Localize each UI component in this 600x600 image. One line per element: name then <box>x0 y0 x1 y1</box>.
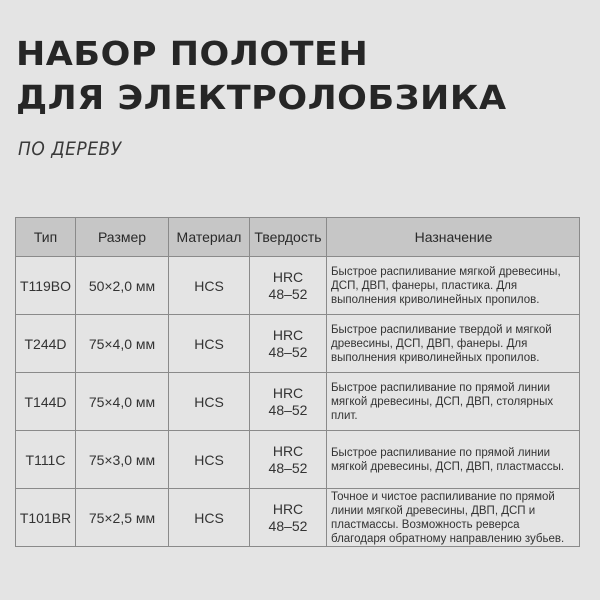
cell-size: 75×4,0 мм <box>76 373 169 431</box>
table-row <box>16 257 580 315</box>
cell-hardness <box>250 257 327 315</box>
hardness-scale: HRC <box>272 442 304 459</box>
cell-material: HCS <box>169 373 250 431</box>
hardness-range: 48–52 <box>268 459 308 476</box>
header-type: Тип <box>16 218 76 257</box>
hardness-scale: HRC <box>272 500 304 517</box>
document-subtitle: ПО ДЕРЕВУ <box>18 138 122 160</box>
cell-type: T244D <box>16 315 76 373</box>
header-purpose: Назначение <box>327 218 580 257</box>
cell-hardness <box>250 315 327 373</box>
hardness-scale: HRC <box>272 268 304 285</box>
hardness-scale: HRC <box>272 384 304 401</box>
header-size: Размер <box>76 218 169 257</box>
cell-material: HCS <box>169 431 250 489</box>
cell-type: T101BR <box>16 489 76 547</box>
cell-purpose: Быстрое распиливание мягкой древесины, ДСП, ДВП, фанеры, пластика. Для выполнения криволинейных пропилов. <box>327 257 580 315</box>
cell-material: HCS <box>169 489 250 547</box>
table-row <box>16 373 580 431</box>
cell-purpose: Быстрое распиливание твердой и мягкой древесины, ДСП, ДВП, фанеры. Для выполнения криволинейных пропилов. <box>327 315 580 373</box>
cell-purpose: Быстрое распиливание по прямой линии мягкой древесины, ДСП, ДВП, столярных плит. <box>327 373 580 431</box>
hardness-range: 48–52 <box>268 401 308 418</box>
cell-type: T111C <box>16 431 76 489</box>
cell-material: HCS <box>169 315 250 373</box>
cell-purpose: Быстрое распиливание по прямой линии мягкой древесины, ДСП, ДВП, пластмассы. <box>327 431 580 489</box>
document-title <box>16 32 507 120</box>
table-row <box>16 489 580 547</box>
table-row <box>16 431 580 489</box>
cell-size: 75×2,5 мм <box>76 489 169 547</box>
cell-hardness <box>250 489 327 547</box>
title-line-1: НАБОР ПОЛОТЕН <box>16 34 369 73</box>
cell-hardness <box>250 431 327 489</box>
table-header-row <box>16 218 580 257</box>
cell-material: HCS <box>169 257 250 315</box>
cell-size: 75×3,0 мм <box>76 431 169 489</box>
cell-purpose: Точное и чистое распиливание по прямой линии мягкой древесины, ДВП, ДСП и пластмассы. Возможность реверса благодаря обратному направлению зубьев. <box>327 489 580 547</box>
header-hardness: Твердость <box>250 218 327 257</box>
hardness-range: 48–52 <box>268 343 308 360</box>
cell-hardness <box>250 373 327 431</box>
cell-size: 75×4,0 мм <box>76 315 169 373</box>
table-row <box>16 315 580 373</box>
header-material: Материал <box>169 218 250 257</box>
cell-type: T144D <box>16 373 76 431</box>
cell-type: T119BO <box>16 257 76 315</box>
blade-spec-table <box>15 217 580 547</box>
title-line-2: ДЛЯ ЭЛЕКТРОЛОБЗИКА <box>16 78 507 117</box>
hardness-range: 48–52 <box>268 517 308 534</box>
hardness-scale: HRC <box>272 326 304 343</box>
hardness-range: 48–52 <box>268 285 308 302</box>
cell-size: 50×2,0 мм <box>76 257 169 315</box>
